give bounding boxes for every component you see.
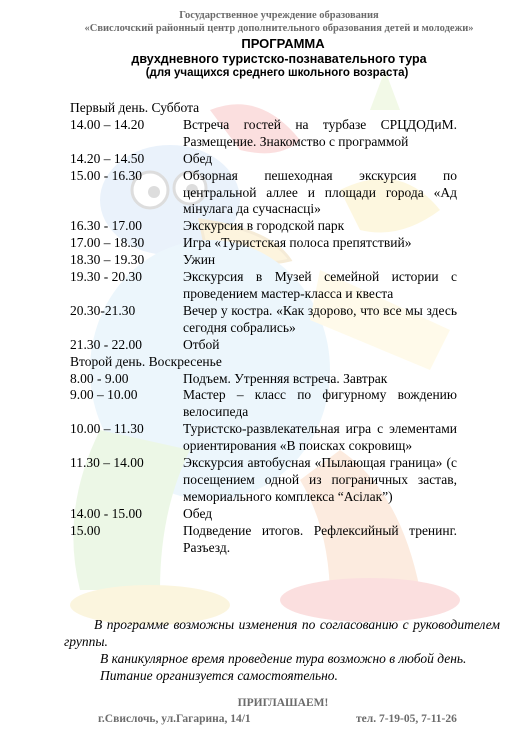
schedule-row xyxy=(70,337,457,354)
schedule-time: 14.20 – 14.50 xyxy=(70,150,145,166)
schedule-row xyxy=(70,117,457,151)
schedule-activity: Туристско-развлекательная игра с элементами ориентирования «В поисках сокровищ» xyxy=(183,421,457,454)
schedule-time: 16.30 - 17.00 xyxy=(70,218,142,234)
schedule-row xyxy=(70,506,457,523)
schedule-activity: Обзорная пешеходная экскурсия по центральной аллее и площади города «Ад мінулага да сучаснасці» xyxy=(183,167,457,217)
schedule-activity: Ужин xyxy=(183,252,216,268)
schedule xyxy=(70,100,457,556)
schedule-row xyxy=(70,523,457,557)
schedule-row xyxy=(70,303,457,337)
phone-numbers: тел. 7-19-05, 7-11-26 xyxy=(356,713,457,725)
schedule-time: 18.30 – 19.30 xyxy=(70,252,145,268)
schedule-activity: Игра «Туристская полоса препятствий» xyxy=(183,235,412,251)
schedule-time: 14.00 – 14.20 xyxy=(70,116,145,132)
document-subtitle: двухдневного туристско-познавательного тура xyxy=(131,52,427,66)
schedule-time: 8.00 - 9.00 xyxy=(70,370,129,386)
schedule-activity: Экскурсия автобусная «Пылающая граница» (с посещением одной из пограничных застав, мемориального комплекса “Асілак”) xyxy=(183,455,457,504)
address: г.Свислочь, ул.Гагарина, 14/1 xyxy=(98,713,251,725)
schedule-activity: Мастер – класс по фигурному вождению велосипеда xyxy=(183,387,457,420)
schedule-time: 20.30-21.30 xyxy=(70,302,136,318)
schedule-row xyxy=(70,421,457,455)
audience-note: (для учащихся среднего школьного возраста) xyxy=(145,67,409,79)
note-meals: Питание организуется самостоятельно. xyxy=(100,668,338,683)
schedule-time: 15.00 - 16.30 xyxy=(70,167,142,183)
note-changes: В программе возможны изменения по согласованию с руководителем группы. xyxy=(64,617,500,649)
document-title: ПРОГРАММА xyxy=(241,36,325,51)
schedule-row xyxy=(70,218,457,235)
schedule-time: 21.30 - 22.00 xyxy=(70,336,142,352)
schedule-activity: Обед xyxy=(183,505,213,521)
schedule-activity: Подъем. Утренняя встреча. Завтрак xyxy=(183,370,388,386)
schedule-row xyxy=(70,252,457,269)
day1-heading: Первый день. Суббота xyxy=(70,100,200,115)
schedule-time: 14.00 - 15.00 xyxy=(70,505,142,521)
schedule-row xyxy=(70,168,457,219)
schedule-row xyxy=(70,269,457,303)
day2-heading: Второй день. Воскресенье xyxy=(70,353,222,369)
schedule-row xyxy=(70,235,457,252)
schedule-time: 9.00 – 10.00 xyxy=(70,387,138,403)
schedule-activity: Экскурсия в Музей семейной истории с проведением мастер-класса и квеста xyxy=(183,269,457,301)
schedule-activity: Подведение итогов. Рефлексийный тренинг. Разъезд. xyxy=(183,522,457,555)
organization-name-line1: Государственное учреждение образования xyxy=(179,10,379,21)
schedule-time: 19.30 - 20.30 xyxy=(70,269,142,285)
invitation-heading: ПРИГЛАШАЕМ! xyxy=(237,697,329,709)
schedule-activity: Отбой xyxy=(183,336,220,352)
schedule-activity: Обед xyxy=(183,150,213,166)
schedule-row xyxy=(70,455,457,506)
schedule-time: 11.30 – 14.00 xyxy=(70,455,144,471)
schedule-time: 10.00 – 11.30 xyxy=(70,421,144,437)
schedule-row xyxy=(70,371,457,388)
notes xyxy=(64,616,500,684)
schedule-row xyxy=(70,387,457,421)
schedule-activity: Вечер у костра. «Как здорово, что все мы здесь сегодня собрались» xyxy=(183,302,457,335)
schedule-time: 17.00 – 18.30 xyxy=(70,235,145,251)
schedule-activity: Встреча гостей на турбазе СРЦДОДиМ. Размещение. Знакомство с программой xyxy=(183,116,457,149)
organization-name-line2: «Свислочский районный центр дополнительного образования детей и молодежи» xyxy=(84,23,474,34)
schedule-time: 15.00 xyxy=(70,522,101,538)
schedule-row xyxy=(70,151,457,168)
schedule-activity: Экскурсия в городской парк xyxy=(183,218,345,234)
note-holidays: В каникулярное время проведение тура возможно в любой день. xyxy=(100,651,467,666)
